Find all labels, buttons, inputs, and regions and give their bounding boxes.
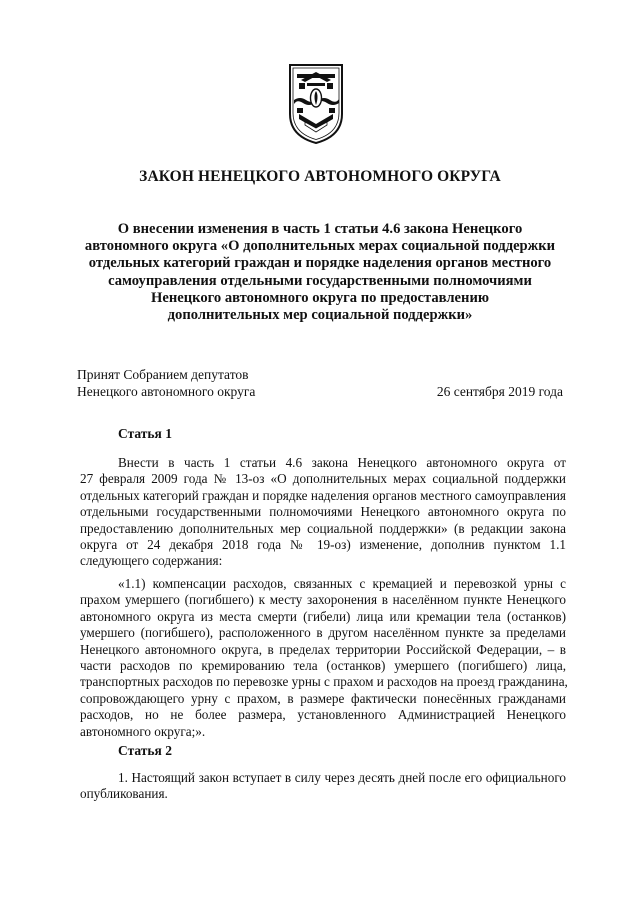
law-subject	[60, 221, 580, 324]
law-title: ЗАКОН НЕНЕЦКОГО АВТОНОМНОГО ОКРУГА	[139, 168, 501, 185]
adoption-line: Принят Собранием депутатов	[77, 367, 249, 382]
paragraph-line: 27 февраля 2009 года № 13-оз «О дополнительных мерах социальной поддержки	[80, 471, 566, 487]
paragraph-line: следующего содержания:	[80, 553, 223, 569]
paragraph-line: сопровождающего урну с прахом, в размере фактически понесённых гражданами	[80, 690, 566, 706]
paragraph-line: Внести в часть 1 статьи 4.6 закона Ненецкого автономного округа от	[118, 455, 566, 470]
adoption-line: Ненецкого автономного округа	[77, 384, 256, 399]
paragraph-line: округа от 24 декабря 2018 года № 19-оз) изменение, дополнив пунктом 1.1	[80, 536, 566, 552]
coat-of-arms-emblem	[287, 62, 345, 146]
paragraph-line: автономного округа;».	[80, 723, 206, 739]
article-1-intro	[80, 455, 566, 570]
paragraph-line: умершего (погибшего), расположенного в другом населённом пункте за пределами	[80, 625, 566, 641]
paragraph-line: отдельных категорий граждан и порядке наделения органов местного самоуправления	[80, 487, 566, 503]
paragraph-line: транспортных расходов по перевозке урны с прахом и расходов на проезд гражданина,	[80, 674, 568, 690]
article-1-heading: Статья 1	[118, 426, 172, 441]
paragraph-line: автономного округа из места смерти (гибели) лица или кремации тела (останков)	[80, 608, 566, 624]
subject-line: Ненецкого автономного округа по предоставлению	[151, 289, 489, 306]
article-2-text	[80, 770, 566, 803]
subject-line: самоуправления отдельными государственными полномочиями	[108, 272, 532, 289]
paragraph-line: части расходов по кремированию тела (останков) умершего (погибшего) лица,	[80, 657, 566, 673]
subject-line: автономного округа «О дополнительных мерах социальной поддержки	[84, 238, 556, 255]
paragraph-line: предоставлению дополнительных мер социальной поддержки» (в редакции закона	[80, 520, 566, 536]
subject-line: О внесении изменения в часть 1 статьи 4.6 закона Ненецкого	[117, 221, 523, 237]
paragraph-line: опубликования.	[80, 786, 168, 802]
adoption-body	[77, 366, 255, 400]
paragraph-line: прахом умершего (погибшего) к месту захоронения в населённом пункте Ненецкого	[80, 592, 566, 608]
paragraph-line: «1.1) компенсации расходов, связанных с кремацией и перевозкой урны с	[118, 576, 566, 591]
article-1-amendment	[80, 576, 566, 740]
subject-line: отдельных категорий граждан и порядке наделения органов местного	[88, 255, 552, 272]
subject-line: дополнительных мер социальной поддержки»	[167, 307, 473, 324]
article-2-heading: Статья 2	[118, 743, 172, 758]
adoption-date: 26 сентября 2019 года	[436, 384, 563, 399]
paragraph-line: отдельными государственными полномочиями Ненецкого автономного округа по	[80, 504, 566, 520]
paragraph-line: 1. Настоящий закон вступает в силу через десять дней после его официального	[118, 770, 566, 785]
paragraph-line: расходов, но не более размера, установленного Администрацией Ненецкого	[80, 707, 566, 723]
paragraph-line: Ненецкого автономного округа, в пределах территории Российской Федерации, – в	[80, 641, 566, 657]
